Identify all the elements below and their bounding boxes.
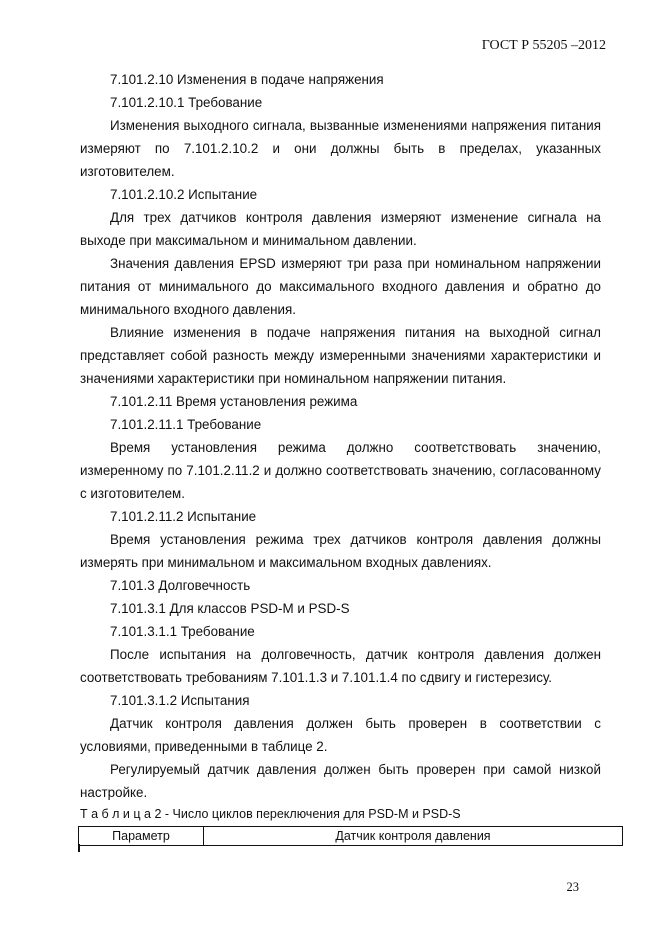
body-paragraph: Датчик контроля давления должен быть проверен в соответствии с условиями, приведенными в таблице 2. xyxy=(80,716,601,754)
section-heading: 7.101.2.11 Время установления режима xyxy=(110,394,358,409)
table-caption: Т а б л и ц а 2 - Число циклов переключения для PSD-M и PSD-S xyxy=(80,807,461,821)
table-header-parameter: Параметр xyxy=(79,827,204,846)
subsection-heading: 7.101.2.11.1 Требование xyxy=(110,417,262,432)
body-paragraph: Значения давления EPSD измеряют три раза при номинальном напряжении питания от минимального до максимального входного давления и обратно до минимального входного давления. xyxy=(80,256,601,317)
table-continuation-line xyxy=(78,844,80,852)
body-paragraph: Время установления режима должно соответствовать значению, измеренному по 7.101.2.11.2 и должно соответствовать значению, согласованному с изготовителем. xyxy=(80,440,601,501)
subsection-heading: 7.101.3.1.2 Испытания xyxy=(110,693,250,708)
subsection-heading: 7.101.2.11.2 Испытание xyxy=(110,509,257,524)
table-header-row xyxy=(79,827,623,846)
body-paragraph: Влияние изменения в подаче напряжения питания на выходной сигнал представляет собой разность между измеренными значениями характеристики и значениями характеристики при номинальном напряжении питания. xyxy=(80,325,601,386)
subsection-heading: 7.101.2.10.2 Испытание xyxy=(110,187,258,202)
page-number: 23 xyxy=(566,880,579,894)
body-paragraph: Изменения выходного сигнала, вызванные изменениями напряжения питания измеряют по 7.101.2.10.2 и они должны быть в пределах, указанных изготовителем. xyxy=(80,118,601,179)
body-paragraph: После испытания на долговечность, датчик контроля давления должен соответствовать требованиям 7.101.1.3 и 7.101.1.4 по сдвигу и гистерезису. xyxy=(80,647,601,685)
subsection-heading: 7.101.2.10.1 Требование xyxy=(110,95,263,110)
subsection-heading: 7.101.3.1 Для классов PSD-M и PSD-S xyxy=(110,601,350,616)
section-heading: 7.101.3 Долговечность xyxy=(110,578,251,593)
document-header: ГОСТ Р 55205 –2012 xyxy=(481,38,606,53)
cycles-table xyxy=(78,826,623,846)
table-header-sensor: Датчик контроля давления xyxy=(204,827,623,846)
body-paragraph: Время установления режима трех датчиков контроля давления должны измерять при минимальном и максимальном входных давлениях. xyxy=(80,532,601,570)
section-heading: 7.101.2.10 Изменения в подаче напряжения xyxy=(110,72,384,87)
subsection-heading: 7.101.3.1.1 Требование xyxy=(110,624,255,639)
body-paragraph: Регулируемый датчик давления должен быть проверен при самой низкой настройке. xyxy=(80,762,601,800)
body-paragraph: Для трех датчиков контроля давления измеряют изменение сигнала на выходе при максимальном и минимальном давлении. xyxy=(80,210,601,248)
document-body xyxy=(80,68,601,804)
